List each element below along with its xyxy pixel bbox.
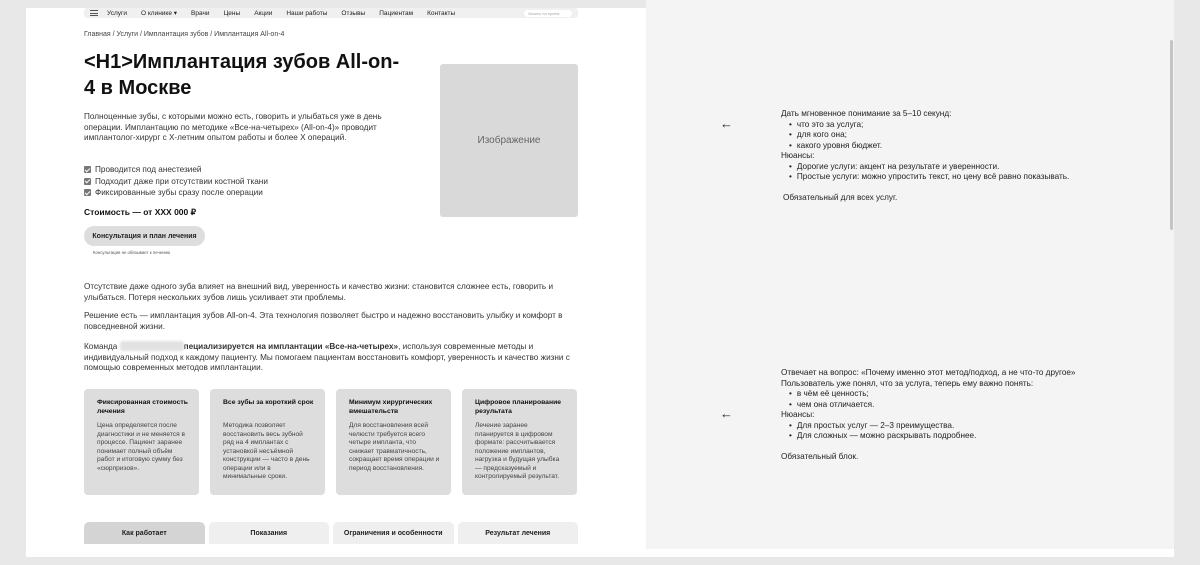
annotation-list xyxy=(781,389,1126,410)
arrow-left-icon: ← xyxy=(720,406,733,421)
advantage-card-title: Все зубы за короткий срок xyxy=(223,399,314,406)
annotation-advantages xyxy=(781,368,1126,462)
price-label: Стоимость — от XXX 000 ₽ xyxy=(84,207,197,217)
image-placeholder xyxy=(440,64,578,217)
annotation-nuances xyxy=(781,162,1126,183)
advantage-card xyxy=(462,389,577,495)
tab-limitations[interactable]: Ограничения и особенности xyxy=(333,522,454,544)
annotation-list-item: • чем она отличается. xyxy=(789,400,1126,411)
tab-how-it-works[interactable]: Как работает xyxy=(84,522,205,544)
annotation-required: Обязательный для всех услуг. xyxy=(783,192,898,202)
advantage-card-title: Цифровое планирование результата xyxy=(475,399,562,415)
scrollbar[interactable] xyxy=(1170,40,1173,230)
nav-item-services[interactable]: Услуги xyxy=(107,9,127,17)
tab-result[interactable]: Результат лечения xyxy=(458,522,579,544)
nav-item-prices[interactable]: Цены xyxy=(223,9,241,17)
notes-panel xyxy=(646,0,1174,549)
team-paragraph xyxy=(84,341,578,374)
nav-item-contacts[interactable]: Контакты xyxy=(427,9,456,17)
advantage-card-text: Для восстановления всей челюсти требуется всего четыре импланта, что снижает травматичность, сокращает время операции и период восстановления. xyxy=(349,422,440,472)
annotation-nuance: • Для простых услуг — 2–3 преимущества. xyxy=(789,421,1126,432)
checklist-item-label: Проводится под анестезией xyxy=(95,165,202,175)
advantage-card xyxy=(210,389,325,495)
page-title: <H1>Имплантация зубов All-on-4 в Москве xyxy=(84,51,400,99)
annotation-hero xyxy=(781,109,1126,203)
chevron-down-icon: ▾ xyxy=(173,10,178,17)
annotation-lead: Пользователь уже понял, что за услуга, теперь ему важно понять: xyxy=(781,378,1034,388)
advantage-card-text: Цена определяется после диагностики и не меняется в процессе. Пациент заранее понимает полный объём работ и итоговую сумму без «сюрпризов». xyxy=(97,422,185,472)
checklist-item-label: Фиксированные зубы сразу после операции xyxy=(95,188,263,198)
advantage-card xyxy=(336,389,451,495)
annotation-nuances-label: Нюансы: xyxy=(781,151,815,160)
annotation-nuances xyxy=(781,421,1126,442)
blurred-clinic-name xyxy=(120,341,184,351)
annotation-list-item: • в чём её ценность; xyxy=(789,389,1126,400)
image-placeholder-label: Изображение xyxy=(477,135,541,146)
nav-item-works[interactable]: Наши работы xyxy=(286,9,328,17)
annotation-list xyxy=(781,120,1126,152)
nav-item-patients[interactable]: Пациентам xyxy=(379,9,414,17)
annotation-list-item: • какого уровня бюджет. xyxy=(789,141,1126,152)
advantage-card-title: Фиксированная стоимость лечения xyxy=(97,399,188,415)
menu-icon[interactable] xyxy=(90,10,98,16)
tab-indications[interactable]: Показания xyxy=(209,522,330,544)
annotation-list-item: • для кого она; xyxy=(789,130,1126,141)
nav-item-doctors[interactable]: Врачи xyxy=(191,9,210,17)
checkbox-icon xyxy=(84,178,91,185)
checkbox-icon xyxy=(84,189,91,196)
checkbox-icon xyxy=(84,166,91,173)
info-tabs xyxy=(84,522,578,544)
cta-note: Консультация не обязывает к лечению xyxy=(93,250,171,255)
appointment-button[interactable]: Запись на приём xyxy=(524,10,572,17)
nav-item-about[interactable] xyxy=(141,9,177,17)
breadcrumb[interactable]: Главная / Услуги / Имплантация зубов / Имплантация All-on-4 xyxy=(84,31,285,38)
advantage-card-text: Методика позволяет восстановить весь зубной ряд на 4 имплантах с установкой несъёмной конструкции — часто в день операции или в минимальные сроки. xyxy=(223,422,310,480)
nav-item-reviews[interactable]: Отзывы xyxy=(341,9,366,17)
advantage-card xyxy=(84,389,199,495)
advantage-card-text: Лечение заранее планируется в цифровом формате: рассчитывается положение имплантов, нагрузка и будущая улыбка — предсказуемый и контролируемый результат. xyxy=(475,422,560,480)
advantage-card-title: Минимум хирургических вмешательств xyxy=(349,399,433,415)
annotation-nuances-label: Нюансы: xyxy=(781,410,815,419)
feature-checklist xyxy=(84,164,268,199)
annotation-required: Обязательный блок. xyxy=(781,451,859,461)
annotation-nuance: • Для сложных — можно раскрывать подробнее. xyxy=(789,431,1126,442)
team-paragraph-bold: пециализируется на имплантации «Все-на-четырех» xyxy=(183,342,399,351)
annotation-nuance: • Дорогие услуги: акцент на результате и уверенности. xyxy=(789,162,1126,173)
checklist-item xyxy=(84,176,268,188)
annotation-intro: Отвечает на вопрос: «Почему именно этот метод/подход, а не что-то другое» xyxy=(781,368,1076,377)
checklist-item xyxy=(84,164,268,176)
solution-paragraph: Решение есть — имплантация зубов All-on-4. Эта технология позволяет быстро и надежно восстановить улыбку и комфорт в повседневной жизни. xyxy=(84,311,563,331)
hero-lead: Полноценные зубы, с которыми можно есть, говорить и улыбаться уже в день операции. Имплантацию по методике «Все-на-четырех» (All-on-4)» проводит имплантолог-хирург с X-летним опытом работы и более X операций. xyxy=(84,112,382,142)
nav-item-promos[interactable]: Акции xyxy=(254,9,273,17)
nav-item-about-label: О клинике xyxy=(141,10,172,17)
advantages-cards xyxy=(84,389,578,495)
annotation-intro: Дать мгновенное понимание за 5–10 секунд: xyxy=(781,109,952,118)
team-paragraph-start: Команда xyxy=(84,342,118,351)
arrow-left-icon: ← xyxy=(720,116,733,131)
consultation-button[interactable]: Консультация и план лечения xyxy=(84,226,205,246)
problem-paragraph: Отсутствие даже одного зуба влияет на внешний вид, уверенность и качество жизни: становится сложнее есть, говорить и улыбаться. Потеря нескольких зубов лишь усиливает эти проблемы. xyxy=(84,282,554,302)
annotation-list-item: • что это за услуга; xyxy=(789,120,1126,131)
top-nav xyxy=(84,8,578,18)
checklist-item-label: Подходит даже при отсутствии костной ткани xyxy=(95,176,268,186)
checklist-item xyxy=(84,187,268,199)
annotation-nuance: • Простые услуги: можно упростить текст, но цену всё равно показывать. xyxy=(789,172,1126,183)
team-paragraph-rest: , используя современные методы и индивидуальный подход к каждому пациенту. Мы помогаем пациентам восстановить комфорт, уверенность и качество жизни с помощью современных методов имплантации. xyxy=(84,342,570,372)
